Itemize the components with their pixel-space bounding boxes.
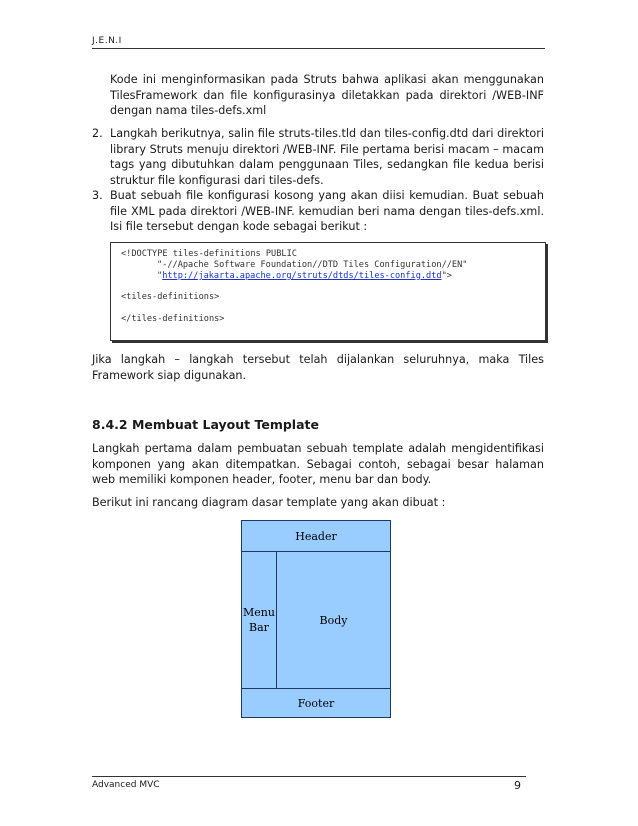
section-paragraph-1: Langkah pertama dalam pembuatan sebuah template adalah mengidentifikasi komponen yang akan ditempatkan. Sebagai contoh, sebagai besar halaman web memiliki komponen header, footer, menu bar dan body.	[92, 442, 544, 487]
page-number: 9	[514, 779, 521, 792]
running-header: J.E.N.I	[92, 36, 122, 46]
code-line-public-id: "-//Apache Software Foundation//DTD Tiles Configuration//EN"	[157, 260, 468, 270]
code-line-close-tag: </tiles-definitions>	[121, 314, 225, 324]
footer-divider	[92, 776, 526, 777]
footer-title: Advanced MVC	[92, 780, 160, 790]
section-heading: 8.4.2 Membuat Layout Template	[92, 417, 319, 432]
diagram-header-block: Header	[241, 520, 391, 552]
step-2-number: 2.	[92, 127, 103, 140]
dtd-link[interactable]: http://jakarta.apache.org/struts/dtds/tiles-config.dtd	[162, 271, 442, 281]
code-line-system-id: "http://jakarta.apache.org/struts/dtds/tiles-config.dtd">	[157, 271, 452, 281]
code-line-open-tag: <tiles-definitions>	[121, 292, 220, 302]
step-2-text: Langkah berikutnya, salin file struts-tiles.tld dan tiles-config.dtd dari direktori library Struts menuju direktori /WEB-INF. File pertama berisi macam – macam tags yang dibutuhkan dalam penggunaan Tiles, sedangkan file kedua berisi struktur file konfigurasi dari tiles-defs.	[110, 127, 544, 187]
code-block	[110, 242, 546, 341]
code-line-doctype: <!DOCTYPE tiles-definitions PUBLIC	[121, 249, 297, 259]
after-code-paragraph: Jika langkah – langkah tersebut telah dijalankan seluruhnya, maka Tiles Framework siap digunakan.	[92, 353, 544, 382]
intro-paragraph: Kode ini menginformasikan pada Struts bahwa aplikasi akan menggunakan TilesFramework dan file konfigurasinya diletakkan pada direktori /WEB-INF dengan nama tiles-defs.xml	[110, 73, 544, 118]
section-paragraph-2: Berikut ini rancang diagram dasar template yang akan dibuat :	[92, 496, 446, 509]
diagram-footer-block: Footer	[241, 688, 391, 718]
step-3-number: 3.	[92, 189, 103, 202]
header-divider	[92, 48, 545, 49]
diagram-menu-bar-block: Menu Bar	[241, 551, 277, 689]
diagram-body-block: Body	[276, 551, 391, 689]
layout-template-diagram	[241, 520, 391, 718]
step-3-text: Buat sebuah file konfigurasi kosong yang akan diisi kemudian. Buat sebuah file XML pada direktori /WEB-INF. kemudian beri nama dengan tiles-defs.xml. Isi file tersebut dengan kode sebagai berikut :	[110, 189, 544, 234]
